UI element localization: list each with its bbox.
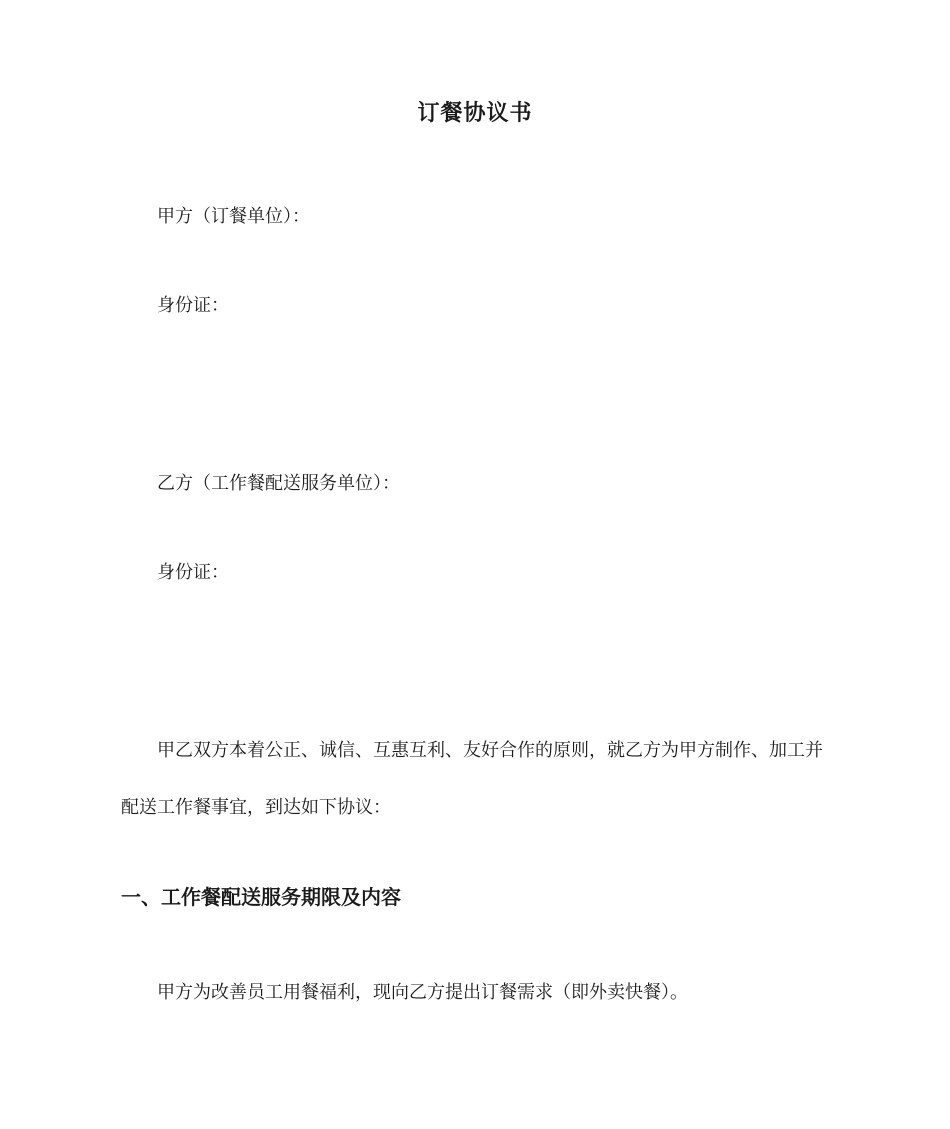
preamble-line-2: 配送工作餐事宜，到达如下协议：	[121, 797, 391, 818]
section-1-paragraph: 甲方为改善员工用餐福利，现向乙方提出订餐需求（即外卖快餐）。	[157, 982, 688, 1003]
party-a-label: 甲方（订餐单位）：	[157, 206, 310, 227]
document-title: 订餐协议书	[417, 101, 533, 126]
party-b-label: 乙方（工作餐配送服务单位）：	[157, 473, 400, 494]
preamble-line-1: 甲乙双方本着公正、诚信、互惠互利、友好合作的原则，就乙方为甲方制作、加工并	[157, 740, 823, 761]
section-1-heading: 一、工作餐配送服务期限及内容	[121, 885, 401, 909]
party-b-id-label: 身份证：	[157, 562, 229, 583]
party-a-id-label: 身份证：	[157, 295, 229, 316]
